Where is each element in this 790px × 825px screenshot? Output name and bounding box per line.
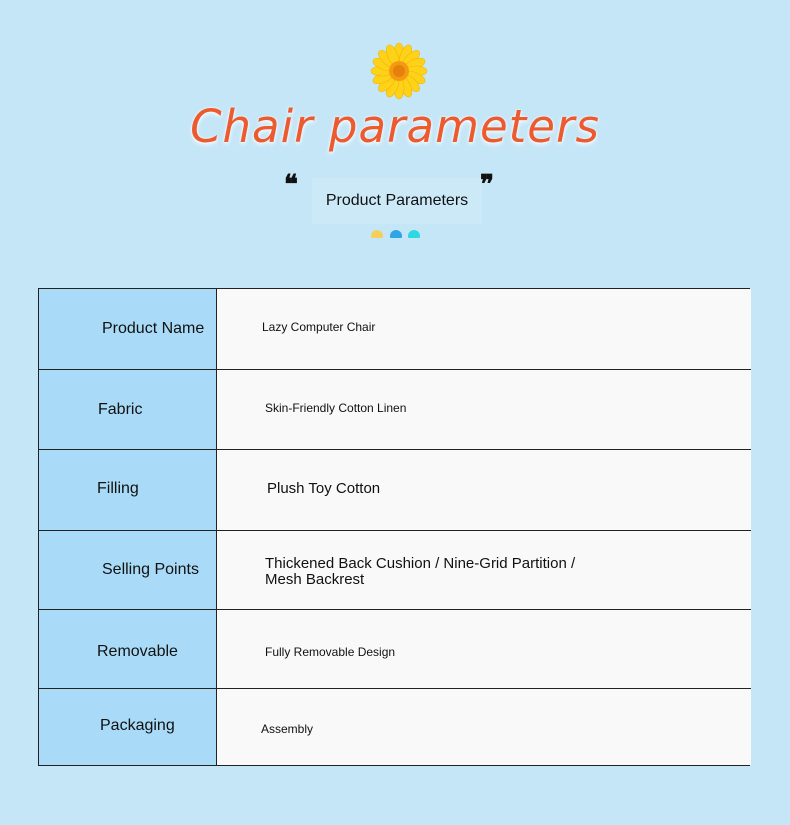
table-row-filling — [39, 449, 751, 530]
value-cell — [217, 450, 751, 530]
param-value-line2: Mesh Backrest — [265, 571, 365, 588]
param-label: Filling — [97, 480, 139, 497]
param-value: Fully Removable Design — [265, 645, 396, 659]
blue-dot-icon — [390, 230, 402, 238]
decorative-dots — [371, 230, 421, 238]
section-subtitle: Product Parameters — [312, 178, 482, 224]
parameters-table — [38, 288, 750, 766]
value-cell — [217, 610, 751, 688]
sunflower-icon — [369, 41, 429, 101]
label-cell — [39, 689, 217, 765]
param-value: Lazy Computer Chair — [262, 320, 376, 334]
label-cell — [39, 531, 217, 609]
param-value: Skin-Friendly Cotton Linen — [265, 401, 407, 415]
param-label: Removable — [97, 643, 178, 660]
table-row-removable — [39, 609, 751, 688]
param-value: Plush Toy Cotton — [267, 480, 381, 497]
param-label: Selling Points — [102, 561, 199, 578]
open-quote-icon: ❝ — [284, 170, 298, 200]
table-row-selling-points — [39, 530, 751, 609]
param-value: Assembly — [261, 722, 314, 736]
page-title: Chair parameters — [190, 100, 600, 153]
value-cell — [217, 531, 751, 609]
param-label: Fabric — [98, 401, 143, 418]
param-label: Packaging — [100, 717, 175, 734]
cyan-dot-icon — [408, 230, 420, 238]
table-row-packaging — [39, 688, 751, 765]
param-value-line1: Thickened Back Cushion / Nine-Grid Partition / — [265, 555, 576, 572]
value-cell — [217, 689, 751, 765]
param-label: Product Name — [102, 320, 205, 337]
value-cell — [217, 289, 751, 369]
label-cell — [39, 370, 217, 449]
close-quote-icon: ❞ — [480, 170, 494, 200]
table-row-product-name — [39, 289, 751, 369]
value-cell — [217, 370, 751, 449]
label-cell — [39, 610, 217, 688]
yellow-dot-icon — [371, 230, 383, 238]
table-row-fabric — [39, 369, 751, 449]
label-cell — [39, 450, 217, 530]
label-cell — [39, 289, 217, 369]
